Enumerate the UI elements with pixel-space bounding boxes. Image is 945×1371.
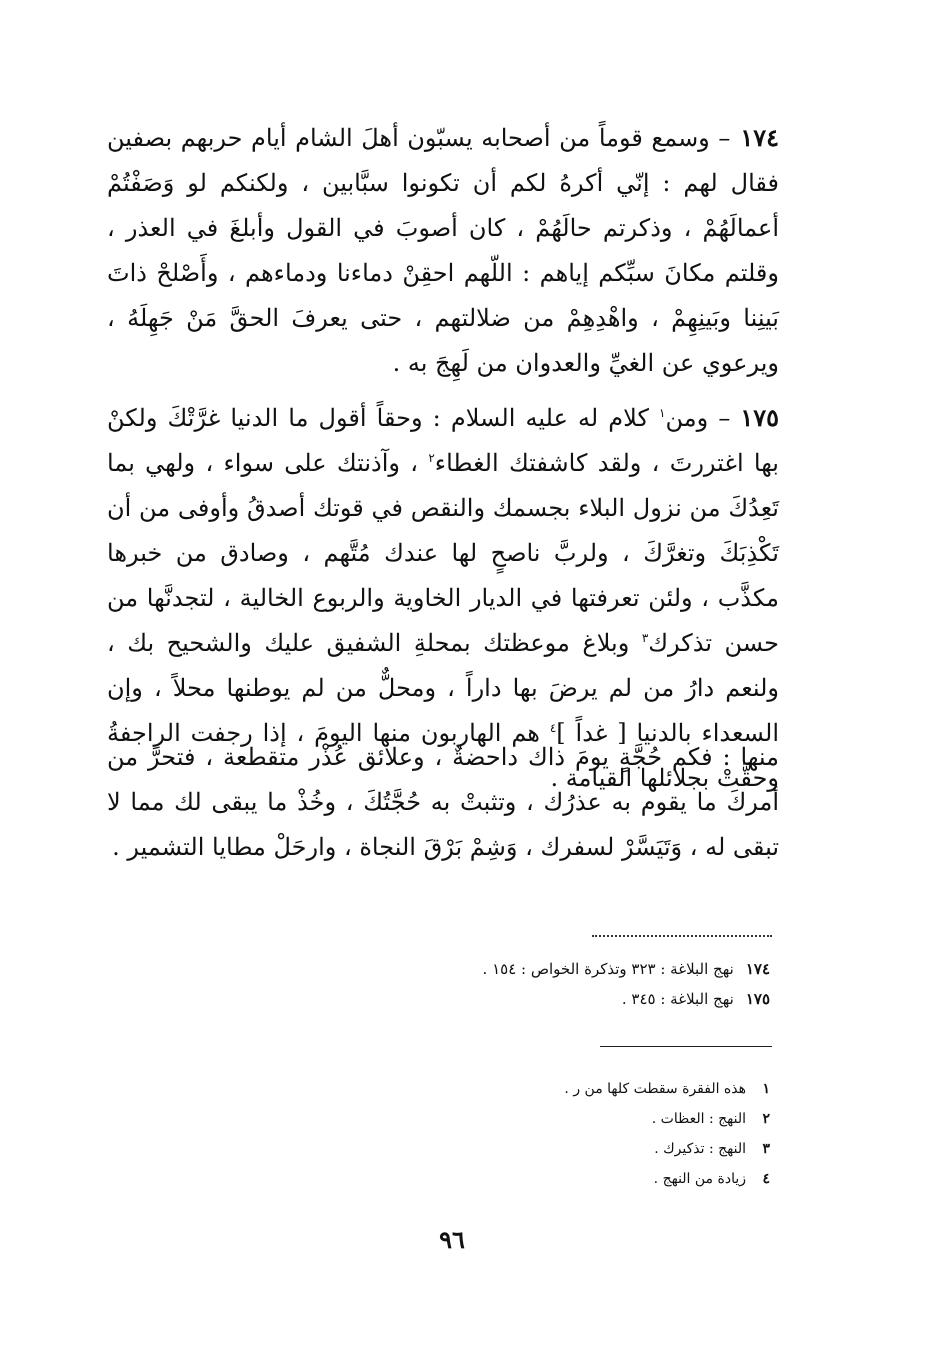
paragraph-text: هم الهاربون منها اليومَ ، إذا رجفت الراجفةُ وحقَّتْ بجلائلها القيامة . xyxy=(107,719,779,792)
dotted-divider xyxy=(592,935,772,937)
saying-number: ١٧٤ xyxy=(740,123,779,152)
footnote-text: زيادة من النهج . xyxy=(653,1171,746,1187)
footnote xyxy=(400,1134,770,1164)
footnote-number: ٣ xyxy=(762,1141,770,1157)
footnote xyxy=(400,1164,770,1194)
paragraph-text: منها : فكم حُجَّةٍ يومَ ذاك داحضةٌ ، وعلائق عُذْر متقطعة ، فتحرَّ من أمركَ ما يقوم به عذرُك ، وتثبتْ به حُجَّتُكَ ، وخُذْ ما يبقى لك مما لا تبقى له ، وَتَيَسَّرْ لسفرك ، وَشِمْ بَرْقَ النجاة ، وارحَلْ مطايا التشمير . xyxy=(107,743,779,861)
footnote-text: النهج : العظات . xyxy=(651,1111,746,1127)
footnote xyxy=(400,1074,770,1104)
footnote-ref-3: ٣ xyxy=(641,631,649,645)
source-note-number: ١٧٥ xyxy=(745,990,770,1008)
source-note-number: ١٧٤ xyxy=(745,960,770,978)
paragraph-174 xyxy=(107,115,779,386)
footnotes xyxy=(400,1074,770,1194)
footnote-ref-2: ٢ xyxy=(428,451,435,465)
source-note xyxy=(330,954,770,984)
source-note xyxy=(330,984,770,1014)
footnote-number: ٢ xyxy=(762,1111,770,1127)
page-number: ٩٦ xyxy=(439,1225,465,1254)
paragraph-text: ، وآذنتك على سواء ، ولهي بما تَعِدُكَ من نزول البلاء بجسمك والنقص في قوتك أصدقُ وأوفى من أن تَكْذِبَكَ وتغرَّكَ ، ولربَّ ناصحٍ لها عندك مُتَّهم ، وصادق من خبرها مكذَّب ، ولئن تعرفتها في الديار الخاوية والربوع الخالية ، لتجدنَّها من حسن تذكرك xyxy=(107,449,779,657)
footnote xyxy=(400,1104,770,1134)
paragraph-text: وبلاغ موعظتك بمحلةِ الشفيق عليك والشحيح بك ، ولنعم دارُ من لم يرضَ بها داراً ، ومحلٌّ من لم يوطنها محلاً ، وإن السعداء بالدنيا [ غداً ] xyxy=(107,629,779,747)
saying-number: ١٧٥ xyxy=(740,403,779,432)
paragraph-175-continued xyxy=(107,735,779,870)
source-note-text: نهج البلاغة : ٣٤٥ . xyxy=(621,990,734,1008)
paragraph-text: – ومن xyxy=(665,404,731,432)
source-note-text: نهج البلاغة : ٣٢٣ وتذكرة الخواص : ١٥٤ . xyxy=(482,960,734,978)
footnote-ref-1: ١ xyxy=(659,406,666,420)
footnote-ref-4: ٤ xyxy=(549,721,557,735)
source-notes xyxy=(330,954,770,1014)
footnote-text: هذه الفقرة سقطت كلها من ر . xyxy=(564,1081,746,1097)
footnote-number: ٤ xyxy=(762,1171,770,1187)
paragraph-text: كلام له عليه السلام : وحقاً أقول ما الدنيا غرَّتْكَ ولكنْ بها اغتررتَ ، ولقد كاشفتك الغطاء xyxy=(107,404,779,477)
footnote-number: ١ xyxy=(762,1081,770,1097)
footnote-text: النهج : تذكيرك . xyxy=(654,1141,746,1157)
paragraph-text: – وسمع قوماً من أصحابه يسبّون أهلَ الشام أيام حربهم بصفين فقال لهم : إنّي أكرهُ لكم أن تكونوا سبَّابين ، ولكنكم لو وَصَفْتُمْ أعمالَهُمْ ، وذكرتم حالَهُمْ ، كان أصوبَ في القول وأبلغَ في العذر ، وقلتم مكانَ سبِّكم إياهم : اللّهم احقِنْ دماءنا ودماءهم ، وأَصْلحْ ذاتَ بَينِنا وبَينِهِمْ ، واهْدِهِمْ من ضلالتهم ، حتى يعرفَ الحقَّ مَنْ جَهِلَهُ ، ويرعوي عن الغيِّ والعدوان من لَهِجَ به . xyxy=(107,124,779,377)
footnote-divider xyxy=(600,1046,772,1047)
